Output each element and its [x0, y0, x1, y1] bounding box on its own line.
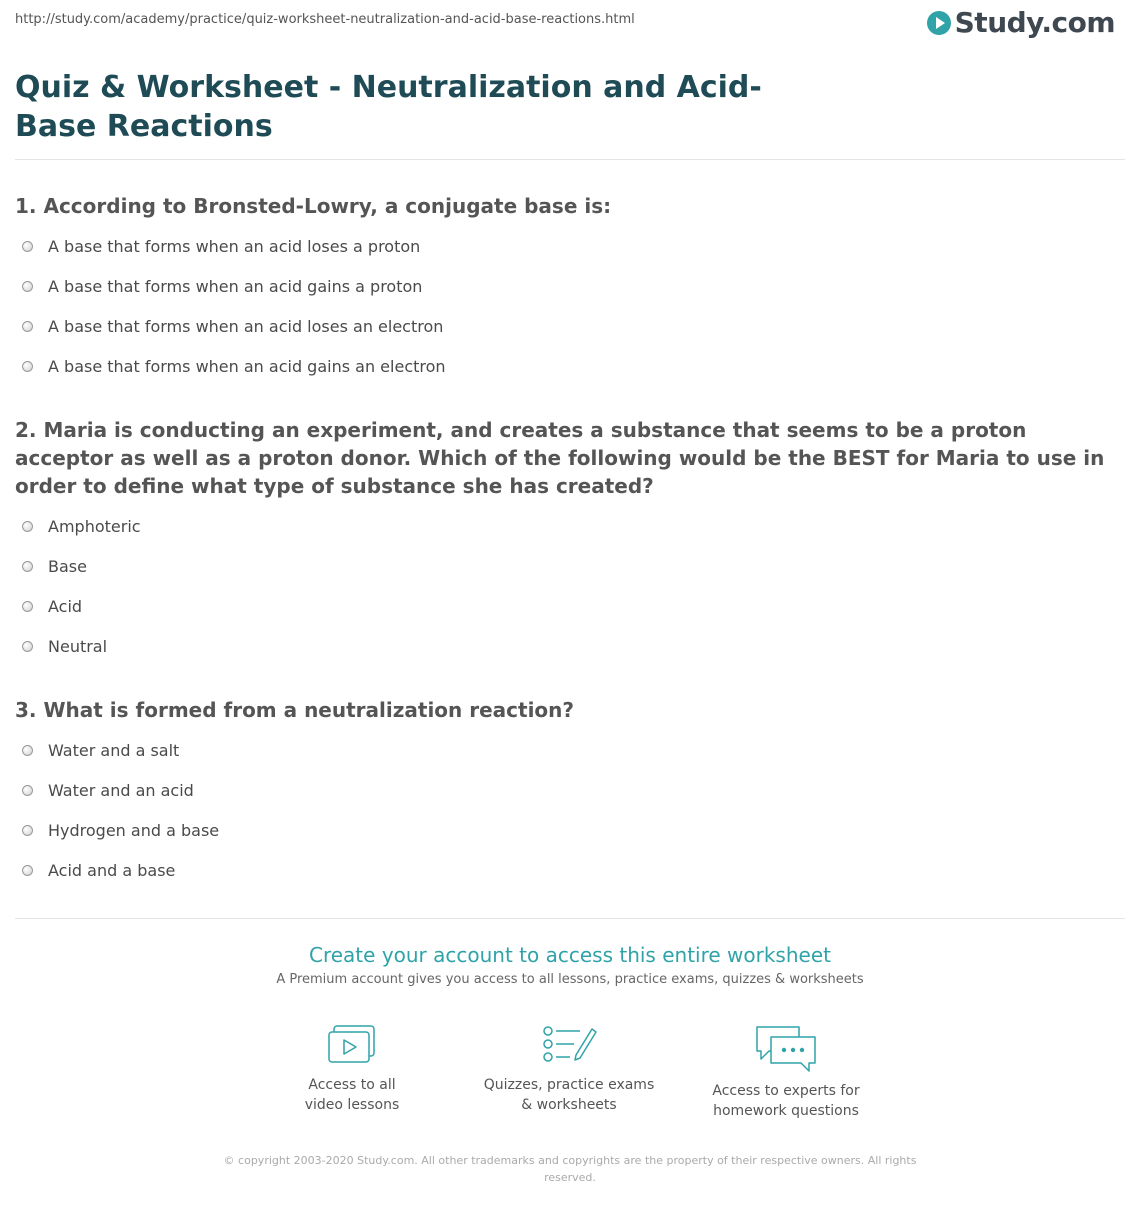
q3-option-1[interactable]: [22, 741, 179, 760]
q1-option-4[interactable]: [22, 357, 446, 376]
section-divider: [15, 918, 1125, 919]
q3-option-4[interactable]: [22, 861, 175, 880]
radio-button[interactable]: [22, 785, 33, 796]
chat-bubbles-icon: [753, 1023, 819, 1073]
logo-text: Study.com: [954, 6, 1115, 39]
option-label: Acid: [48, 597, 83, 616]
title-divider: [15, 159, 1125, 160]
quiz-checklist-icon: [540, 1023, 598, 1067]
q2-option-3[interactable]: [22, 597, 82, 616]
radio-button[interactable]: [22, 825, 33, 836]
feature-experts: [686, 1023, 886, 1121]
option-label: Hydrogen and a base: [48, 821, 220, 840]
radio-button[interactable]: [22, 321, 33, 332]
feature-label: Access to all video lessons: [304, 1077, 400, 1113]
copyright: © copyright 2003-2020 Study.com. All other trademarks and copyrights are the property of their respective owners. All rights reserved.: [223, 1154, 917, 1184]
feature-label: Access to experts for homework questions: [712, 1083, 860, 1119]
play-logo-icon: [927, 11, 951, 35]
option-label: Water and a salt: [48, 741, 180, 760]
q1-option-2[interactable]: [22, 277, 422, 296]
radio-button[interactable]: [22, 601, 33, 612]
question-1: 1. According to Bronsted-Lowry, a conjugate base is:: [15, 194, 612, 218]
q2-option-2[interactable]: [22, 557, 87, 576]
q2-option-1[interactable]: [22, 517, 141, 536]
option-label: A base that forms when an acid loses an electron: [48, 317, 444, 336]
option-label: A base that forms when an acid gains a proton: [48, 277, 423, 296]
feature-video-lessons: [252, 1023, 452, 1115]
option-label: A base that forms when an acid loses a proton: [48, 237, 421, 256]
q3-option-2[interactable]: [22, 781, 194, 800]
feature-label: Quizzes, practice exams & worksheets: [483, 1077, 655, 1113]
q2-option-4[interactable]: [22, 637, 107, 656]
radio-button[interactable]: [22, 241, 33, 252]
study-logo[interactable]: [927, 6, 1115, 39]
question-2: 2. Maria is conducting an experiment, and creates a substance that seems to be a proton acceptor as well as a proton donor. Which of the following would be the BEST for Maria to use in order to define what type of substance she has created?: [15, 418, 1105, 498]
option-label: Acid and a base: [48, 861, 176, 880]
option-label: Water and an acid: [48, 781, 194, 800]
radio-button[interactable]: [22, 641, 33, 652]
question-3: 3. What is formed from a neutralization reaction?: [15, 698, 575, 722]
feature-quizzes: [469, 1023, 669, 1115]
q1-option-3[interactable]: [22, 317, 443, 336]
cta-subtitle: A Premium account gives you access to all lessons, practice exams, quizzes & worksheets: [276, 972, 864, 987]
radio-button[interactable]: [22, 561, 33, 572]
radio-button[interactable]: [22, 745, 33, 756]
q3-option-3[interactable]: [22, 821, 219, 840]
q1-option-1[interactable]: [22, 237, 420, 256]
radio-button[interactable]: [22, 361, 33, 372]
option-label: Amphoteric: [48, 517, 141, 536]
radio-button[interactable]: [22, 865, 33, 876]
page-title: Quiz & Worksheet - Neutralization and Acid-Base Reactions: [15, 70, 762, 144]
video-lessons-icon: [326, 1023, 378, 1067]
page-url: http://study.com/academy/practice/quiz-worksheet-neutralization-and-acid-base-reactions.html: [15, 12, 635, 27]
option-label: Base: [48, 557, 87, 576]
radio-button[interactable]: [22, 521, 33, 532]
radio-button[interactable]: [22, 281, 33, 292]
option-label: A base that forms when an acid gains an electron: [48, 357, 446, 376]
create-account-link[interactable]: Create your account to access this entire worksheet: [309, 943, 831, 967]
option-label: Neutral: [48, 637, 108, 656]
